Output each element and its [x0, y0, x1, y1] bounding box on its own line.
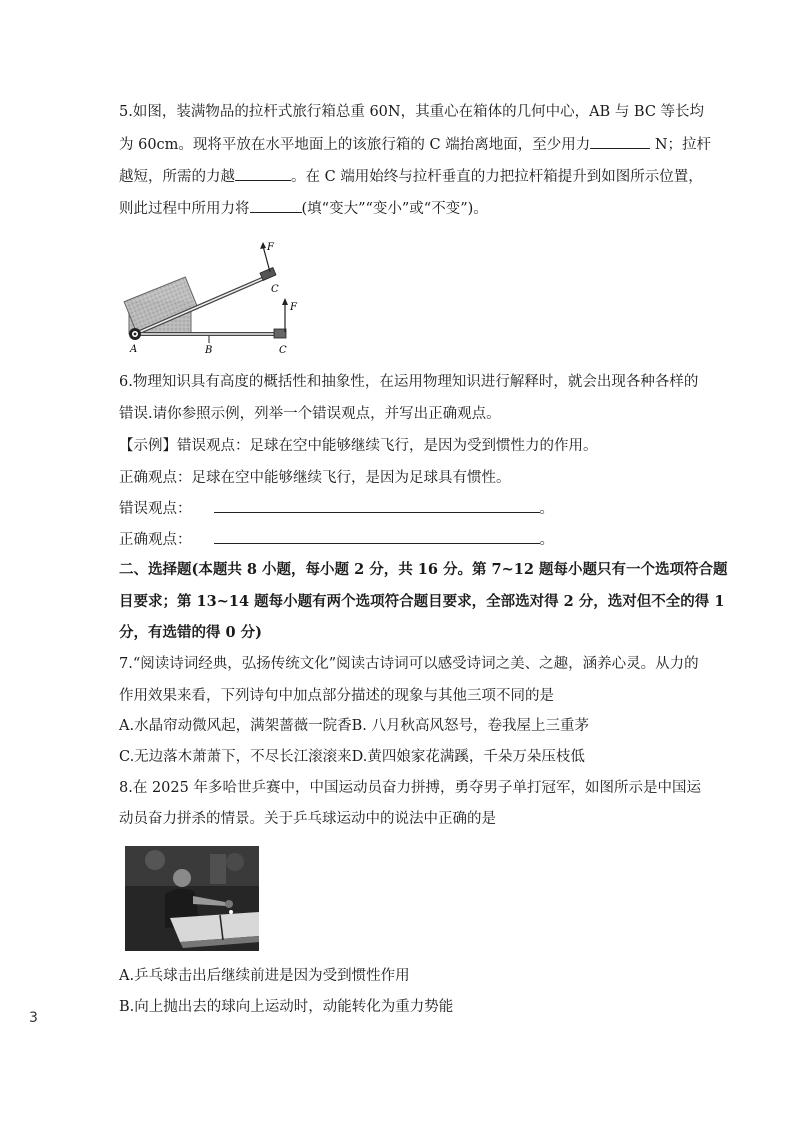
label-b: B	[205, 345, 213, 356]
q5-line-3	[119, 166, 703, 187]
q7-options-ab: A.水晶帘动微风起，满架蔷薇一院香B. 八月秋高风怒号，卷我屋上三重茅	[119, 718, 589, 734]
q5-line-4	[119, 198, 488, 219]
q6-wrong-row	[119, 498, 554, 519]
label-f-top: F	[267, 242, 274, 253]
label-c-top: C	[271, 284, 279, 295]
section2-line-1: 二、选择题(本题共 8 小题，每小题 2 分，共 16 分。第 7~12 题每小题只有一个选项符合题	[119, 561, 728, 578]
q6-right-row	[119, 529, 554, 550]
q6-line-1: 6.物理知识具有高度的概括性和抽象性，在运用物理知识进行解释时，就会出现各种各样的	[119, 374, 699, 390]
page-number: 3	[29, 1010, 38, 1026]
label-f-bottom: F	[290, 302, 297, 313]
answer-blank[interactable]	[235, 166, 291, 181]
label-c-bottom: C	[279, 345, 287, 356]
q5-line-4-tail: (填“变大”“变小”或“不变”)。	[301, 201, 488, 217]
q6-line-2: 错误.请你参照示例，列举一个错误观点，并写出正确观点。	[119, 406, 501, 422]
q5-line-3-text: 越短，所需的力越	[119, 169, 235, 185]
q5-line-2-tail: N；拉杆	[650, 137, 712, 153]
right-label: 正确观点：	[119, 532, 192, 548]
q7-options-cd: C.无边落木萧萧下，不尽长江滚滚来D.黄四娘家花满蹊，千朵万朵压枝低	[119, 749, 585, 765]
q6-example: 【示例】错误观点：足球在空中能够继续飞行，是因为受到惯性力的作用。	[119, 438, 598, 454]
table-tennis-photo	[125, 846, 259, 951]
q7-line-2: 作用效果来看，下列诗句中加点部分描述的现象与其他三项不同的是	[119, 688, 554, 704]
q5-line-2	[119, 134, 711, 155]
section2-line-2: 目要求；第 13~14 题每小题有两个选项符合题目要求，全部选对得 2 分，选对但不全的得 1	[119, 593, 725, 610]
end-mark: 。	[539, 532, 554, 548]
answer-blank[interactable]	[590, 134, 650, 149]
label-a: A	[130, 344, 138, 355]
suitcase-lever-figure	[119, 236, 309, 358]
q5-line-1: 5.如图，装满物品的拉杆式旅行箱总重 60N，其重心在箱体的几何中心，AB 与 BC 等长均	[119, 104, 705, 120]
q8-line-2: 动员奋力拼杀的情景。关于乒乓球运动中的说法中正确的是	[119, 811, 496, 827]
q8-line-1: 8.在 2025 年多哈世乒赛中，中国运动员奋力拼搏，勇夺男子单打冠军，如图所示是中国运	[119, 780, 701, 796]
q7-line-1: 7.“阅读诗词经典，弘扬传统文化”阅读古诗词可以感受诗词之美、之趣，涵养心灵。从力的	[119, 656, 699, 672]
q5-line-3-tail: 。在 C 端用始终与拉杆垂直的力把拉杆箱提升到如图所示位置，	[291, 169, 703, 185]
end-mark: 。	[539, 501, 554, 517]
q8-option-b: B.向上抛出去的球向上运动时，动能转化为重力势能	[119, 999, 454, 1015]
answer-blank[interactable]	[250, 198, 302, 213]
q6-correct-example: 正确观点：足球在空中能够继续飞行，是因为足球具有惯性。	[119, 470, 511, 486]
q5-line-4-text: 则此过程中所用力将	[119, 201, 250, 217]
wrong-view-blank[interactable]	[214, 498, 540, 513]
q5-line-2-text: 为 60cm。现将平放在水平地面上的该旅行箱的 C 端抬离地面，至少用力	[119, 137, 591, 153]
section2-line-3: 分，有选错的得 0 分)	[119, 624, 263, 641]
q8-option-a: A.乒乓球击出后继续前进是因为受到惯性作用	[119, 968, 410, 984]
right-view-blank[interactable]	[214, 529, 540, 544]
wrong-label: 错误观点：	[119, 501, 192, 517]
